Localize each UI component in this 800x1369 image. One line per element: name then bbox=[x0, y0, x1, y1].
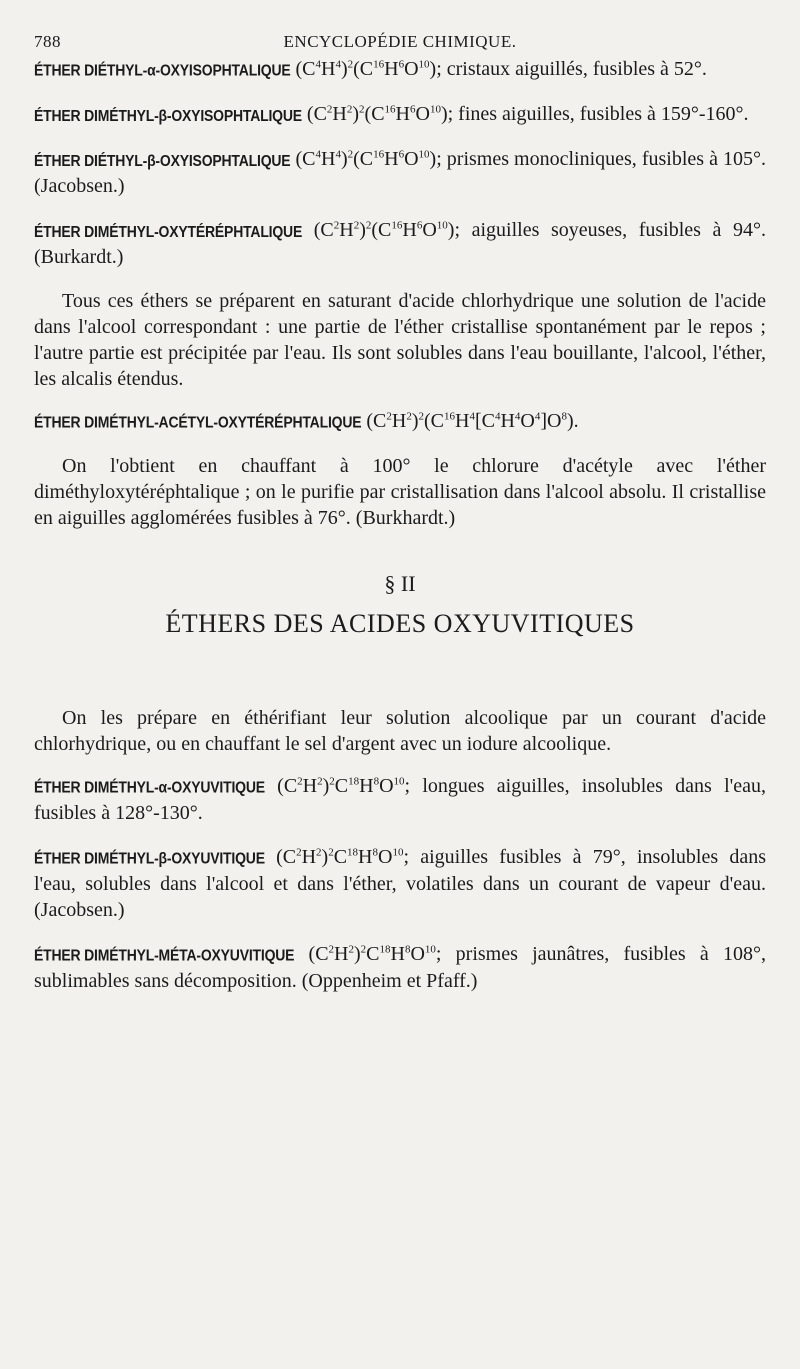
compound-formula: $(C^2H^2)^2(C^{16}H^4[C^4H^4O^4]O^8)$. bbox=[366, 410, 579, 432]
compound-name: ÉTHER DIMÉTHYL-OXYTÉRÉPHTALIQUE bbox=[34, 221, 303, 241]
compound-text: ; fines aiguilles, fusibles à 159°-160°. bbox=[447, 103, 749, 125]
compound-name: ÉTHER DIMÉTHYL-α-OXYUVITIQUE bbox=[34, 777, 265, 797]
compound-formula: $(C^2H^2)^2(C^{16}H^6O^{10})$ bbox=[301, 103, 448, 125]
entries-bottom bbox=[34, 773, 766, 994]
compound-name: ÉTHER DIMÉTHYL-MÉTA-OXYUVITIQUE bbox=[34, 945, 295, 965]
compound-formula: $(C^2H^2)^2(C^{16}H^6O^{10})$ bbox=[302, 219, 455, 241]
compound-entry bbox=[34, 217, 766, 270]
paragraph-preparation: Tous ces éthers se préparent en saturant d'acide chlorhydrique une solution de l'acide dans l'alcool correspondant : une partie de l'éther cristallise spontanément par le repos ; l'autre partie est précipitée par l'eau. Ils sont solubles dans l'eau bouillante, l'alcool, l'éther, les alcalis étendus. bbox=[34, 290, 766, 390]
compound-formula: $(C^2H^2)^2C^{18}H^8O^{10}$ bbox=[294, 943, 436, 965]
paragraph-acetyl: On l'obtient en chauffant à 100° le chlorure d'acétyle avec l'éther diméthyloxytéréphtalique ; on le purifie par cristallisation dans l'alcool absolu. Il cristallise en aiguilles agglomérées fusibles à 76°. (Burkhardt.) bbox=[34, 455, 766, 529]
compound-formula: $(C^2H^2)^2C^{18}H^8O^{10}$ bbox=[264, 775, 405, 797]
compound-entry bbox=[34, 844, 766, 923]
section-title: ÉTHERS DES ACIDES OXYUVITIQUES bbox=[165, 609, 635, 638]
page-number: 788 bbox=[34, 32, 61, 51]
page-header bbox=[34, 28, 766, 56]
compound-text: ; prismes monocliniques, fusibles à 105°. (Jacobsen.) bbox=[34, 148, 766, 197]
compound-entry bbox=[34, 146, 766, 199]
compound-name: ÉTHER DIMÉTHYL-β-OXYISOPHTALIQUE bbox=[34, 105, 302, 125]
running-title: ENCYCLOPÉDIE CHIMIQUE. bbox=[283, 32, 517, 51]
compound-name: ÉTHER DIMÉTHYL-β-OXYUVITIQUE bbox=[34, 848, 265, 868]
compound-entry bbox=[34, 56, 766, 83]
paragraph-oxyuvitic: On les prépare en éthérifiant leur solution alcoolique par un courant d'acide chlorhydrique, ou en chauffant le sel d'argent avec un iodure alcoolique. bbox=[34, 707, 766, 755]
compound-entry bbox=[34, 773, 766, 826]
compound-formula: $(C^4H^4)^2(C^{16}H^6O^{10})$ bbox=[290, 58, 437, 80]
compound-name: ÉTHER DIÉTHYL-α-OXYISOPHTALIQUE bbox=[34, 60, 291, 80]
compound-text: ; aiguilles soyeuses, fusibles à 94°. (Burkardt.) bbox=[34, 219, 767, 268]
compound-formula: $(C^4H^4)^2(C^{16}H^6O^{10})$ bbox=[290, 148, 437, 170]
compound-text: ; longues aiguilles, insolubles dans l'eau, fusibles à 128°-130°. bbox=[34, 775, 766, 824]
entries-top bbox=[34, 56, 766, 270]
compound-name: ÉTHER DIÉTHYL-β-OXYISOPHTALIQUE bbox=[34, 150, 291, 170]
compound-text: ; prismes jaunâtres, fusibles à 108°, sublimables sans décomposition. (Oppenheim et Pfaff.) bbox=[34, 943, 767, 992]
page bbox=[34, 28, 766, 1012]
compound-name: ÉTHER DIMÉTHYL-ACÉTYL-OXYTÉRÉPHTALIQUE bbox=[34, 412, 362, 432]
entry-acetyl bbox=[34, 408, 766, 435]
compound-formula: $(C^2H^2)^2C^{18}H^8O^{10}$ bbox=[264, 846, 404, 868]
section-mark: § II bbox=[384, 571, 416, 596]
compound-entry bbox=[34, 101, 766, 128]
compound-text: ; aiguilles fusibles à 79°, insolubles dans l'eau, solubles dans l'alcool et dans l'éther, volatiles dans un courant de vapeur d'eau. (Jacobsen.) bbox=[34, 846, 767, 921]
compound-text: ; cristaux aiguillés, fusibles à 52°. bbox=[436, 58, 707, 80]
compound-entry bbox=[34, 941, 766, 994]
